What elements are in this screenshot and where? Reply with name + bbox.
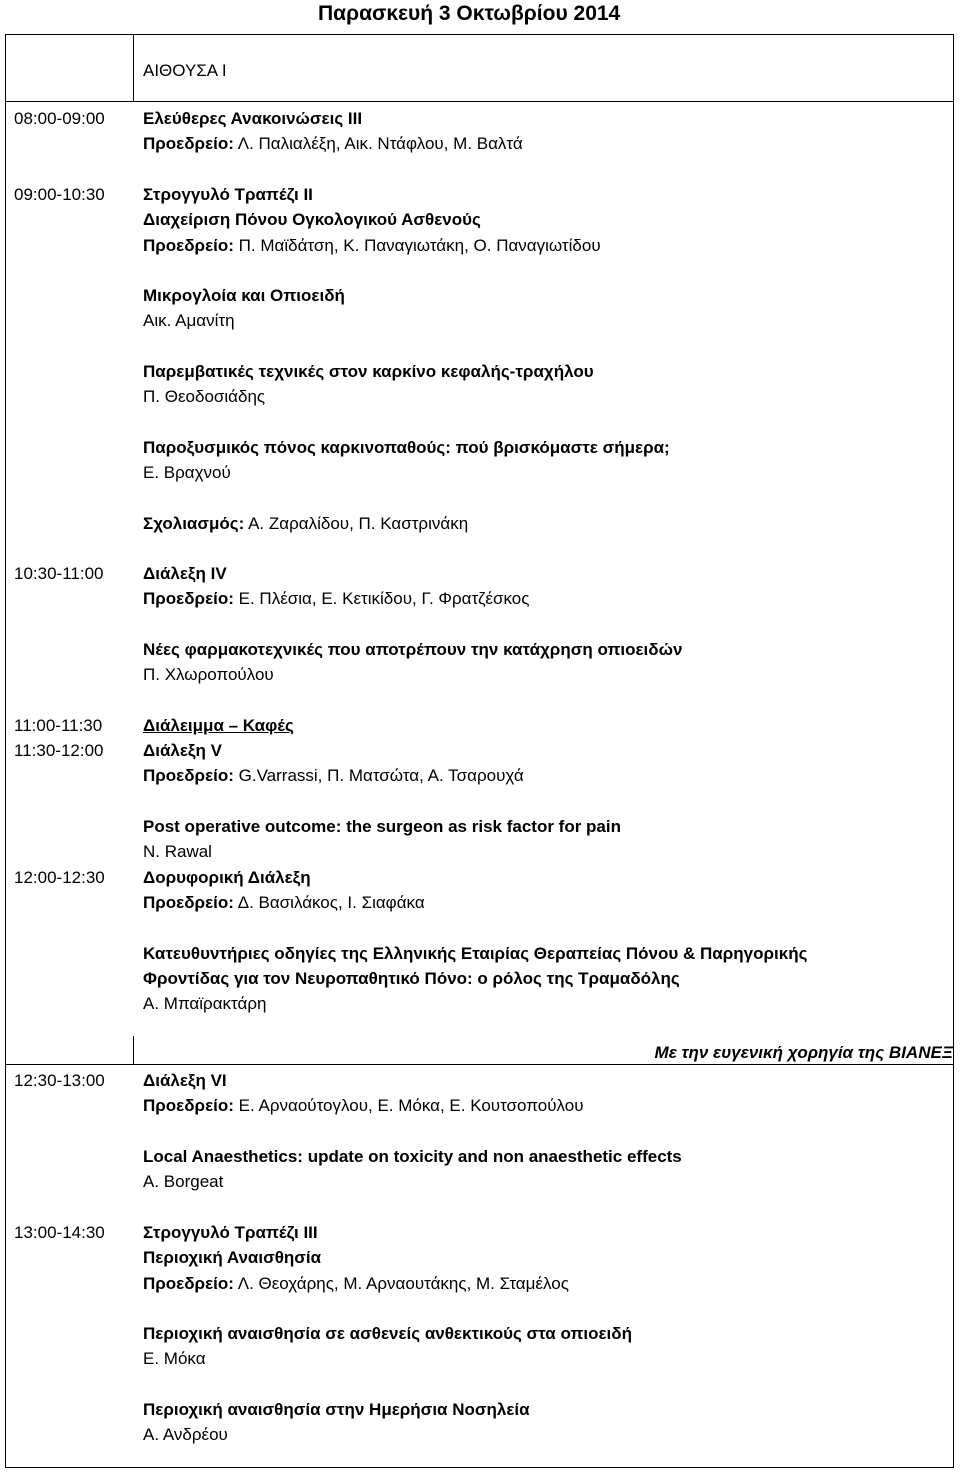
column-divider bbox=[133, 34, 134, 101]
chairs-label: Προεδρείο: bbox=[143, 766, 234, 786]
chairs-names: Λ. Θεοχάρης, Μ. Αρναουτάκης, Μ. Σταμέλος bbox=[233, 1273, 569, 1293]
talk-topic: Local Anaesthetics: update on toxicity and non anaesthetic effects bbox=[143, 1146, 682, 1166]
talk-speaker: Ε. Βραχνού bbox=[143, 463, 231, 483]
session-time: 11:00-11:30 bbox=[14, 716, 103, 735]
session-subtitle: Διαχείριση Πόνου Ογκολογικού Ασθενούς bbox=[143, 210, 481, 230]
comment-names: Α. Ζαραλίδου, Π. Καστρινάκη bbox=[244, 513, 469, 533]
chairs-label: Προεδρείο: bbox=[143, 134, 234, 154]
page-title: Παρασκευή 3 Οκτωβρίου 2014 bbox=[318, 2, 621, 25]
session-title: Διάλεξη V bbox=[143, 741, 222, 760]
chairs-line bbox=[143, 890, 949, 915]
sponsor-note: Με την ευγενική χορηγία της ΒΙΑΝΕΞ bbox=[654, 1043, 953, 1062]
row-divider bbox=[5, 101, 954, 102]
talk-speaker: Π. Θεοδοσιάδης bbox=[143, 387, 266, 407]
chairs-line bbox=[143, 586, 949, 611]
talk-topic: Παρεμβατικές τεχνικές στον καρκίνο κεφαλής-τραχήλου bbox=[143, 362, 594, 382]
session-content bbox=[143, 561, 949, 687]
session-title: Στρογγυλό Τραπέζι ΙΙ bbox=[143, 185, 313, 204]
talk-topic-continued: Φροντίδας για τον Νευροπαθητικό Πόνο: ο ρόλος της Τραμαδόλης bbox=[143, 969, 680, 989]
chairs-line bbox=[143, 763, 949, 788]
session-content bbox=[143, 865, 949, 1017]
session-time: 08:00-09:00 bbox=[14, 109, 105, 128]
chairs-names: Ε. Αρναούτογλου, Ε. Μόκα, Ε. Κουτσοπούλου bbox=[233, 1096, 584, 1116]
talk-speaker: N. Rawal bbox=[143, 842, 212, 862]
chairs-line bbox=[143, 131, 949, 156]
session-content bbox=[143, 182, 949, 536]
talk-speaker: Ε. Μόκα bbox=[143, 1349, 206, 1369]
hall-label: ΑΙΘΟΥΣΑ Ι bbox=[143, 61, 227, 80]
session-content bbox=[143, 713, 949, 738]
session-content bbox=[143, 738, 949, 864]
talk-topic: Νέες φαρμακοτεχνικές που αποτρέπουν την κατάχρηση οπιοειδών bbox=[143, 639, 683, 659]
talk-topic: Περιοχική αναισθησία σε ασθενείς ανθεκτικούς στα οπιοειδή bbox=[143, 1324, 632, 1344]
session-time: 12:00-12:30 bbox=[14, 868, 105, 887]
session-title: Διάλειμμα – Καφές bbox=[143, 716, 294, 735]
session-title: Διάλεξη IV bbox=[143, 564, 227, 583]
session-time: 11:30-12:00 bbox=[14, 741, 104, 760]
chairs-names: Δ. Βασιλάκος, Ι. Σιαφάκα bbox=[233, 893, 425, 913]
session-time: 13:00-14:30 bbox=[14, 1223, 105, 1242]
session-time: 10:30-11:00 bbox=[14, 564, 104, 583]
session-subtitle: Περιοχική Αναισθησία bbox=[143, 1248, 322, 1268]
session-title: Στρογγυλό Τραπέζι ΙΙΙ bbox=[143, 1223, 318, 1242]
chairs-names: Π. Μαϊδάτση, Κ. Παναγιωτάκη, Ο. Παναγιωτίδου bbox=[233, 235, 601, 255]
talk-topic: Μικρογλοία και Οπιοειδή bbox=[143, 286, 345, 306]
talk-topic: Κατευθυντήριες οδηγίες της Ελληνικής Εταιρίας Θεραπείας Πόνου & Παρηγορικής bbox=[143, 943, 808, 963]
talk-topic: Περιοχική αναισθησία στην Ημερήσια Νοσηλεία bbox=[143, 1400, 530, 1420]
session-content bbox=[143, 106, 949, 157]
talk-speaker: Α. Μπαϊρακτάρη bbox=[143, 994, 267, 1014]
chairs-names: Ε. Πλέσια, Ε. Κετικίδου, Γ. Φρατζέσκος bbox=[233, 589, 530, 609]
chairs-label: Προεδρείο: bbox=[143, 589, 234, 609]
talk-speaker: A. Borgeat bbox=[143, 1172, 224, 1192]
chairs-line bbox=[143, 1271, 949, 1296]
chairs-label: Προεδρείο: bbox=[143, 893, 234, 913]
comment-line bbox=[143, 511, 949, 536]
session-time: 09:00-10:30 bbox=[14, 185, 105, 204]
comment-label: Σχολιασμός: bbox=[143, 513, 245, 533]
session-title: Δορυφορική Διάλεξη bbox=[143, 868, 311, 887]
chairs-line bbox=[143, 233, 949, 258]
chairs-label: Προεδρείο: bbox=[143, 1096, 234, 1116]
session-content bbox=[143, 1068, 949, 1194]
chairs-label: Προεδρείο: bbox=[143, 235, 234, 255]
chairs-line bbox=[143, 1093, 949, 1118]
chairs-names: Λ. Παλιαλέξη, Αικ. Ντάφλου, Μ. Βαλτά bbox=[233, 134, 523, 154]
talk-topic: Παροξυσμικός πόνος καρκινοπαθούς: πού βρισκόμαστε σήμερα; bbox=[143, 437, 670, 457]
session-title: Ελεύθερες Ανακοινώσεις ΙΙΙ bbox=[143, 109, 363, 128]
talk-topic: Post operative outcome: the surgeon as risk factor for pain bbox=[143, 816, 621, 836]
column-divider bbox=[133, 1036, 134, 1064]
session-time: 12:30-13:00 bbox=[14, 1071, 105, 1090]
session-content bbox=[143, 1220, 949, 1448]
session-title: Διάλεξη VI bbox=[143, 1071, 227, 1090]
talk-speaker: Αικ. Αμανίτη bbox=[143, 311, 235, 331]
chairs-names: G.Varrassi, Π. Ματσώτα, Α. Τσαρουχά bbox=[233, 766, 524, 786]
talk-speaker: Α. Ανδρέου bbox=[143, 1425, 228, 1445]
talk-speaker: Π. Χλωροπούλου bbox=[143, 665, 274, 685]
chairs-label: Προεδρείο: bbox=[143, 1273, 234, 1293]
